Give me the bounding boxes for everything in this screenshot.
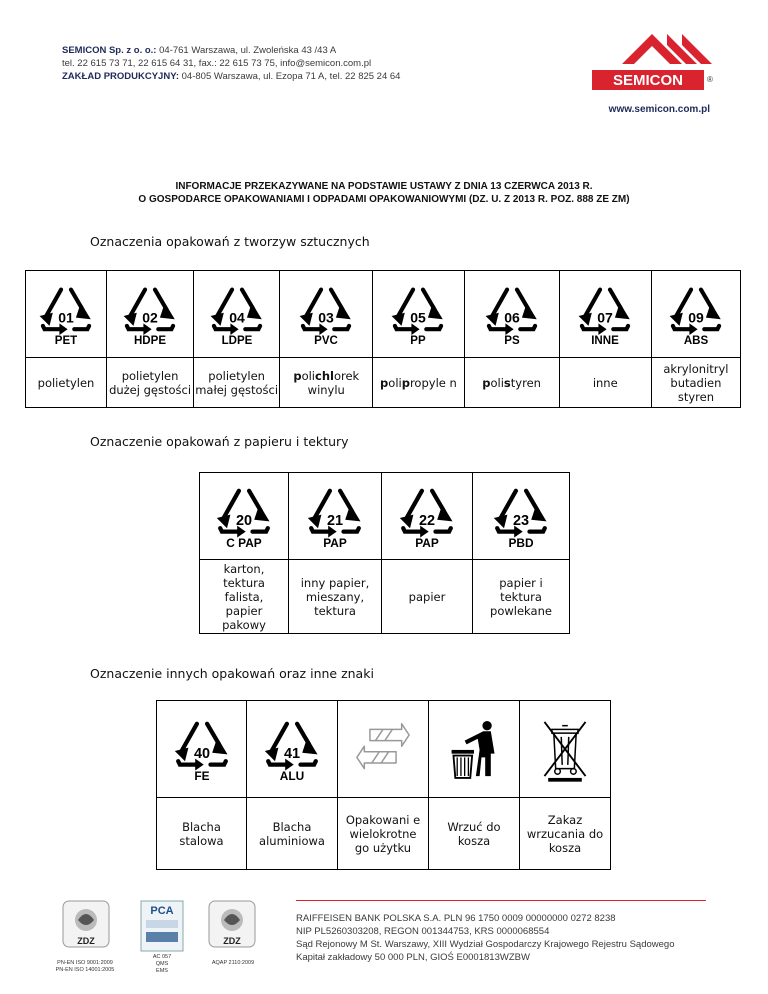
company-footer [296, 912, 675, 964]
paper-name-cell: papier i tektura powlekane [473, 560, 570, 634]
cert-qms: QMS [155, 961, 169, 967]
plastic-symbol-cell [280, 271, 373, 358]
title-line-2: O GOSPODARCE OPAKOWANIAMI I ODPADAMI OPAKOWANIOWYMI (DZ. U. Z 2013 R. POZ. 888 ZE ZM) [138, 194, 630, 205]
plant-name: ZAKŁAD PRODUKCYJNY: [62, 71, 179, 82]
footer-rule [296, 900, 706, 901]
recycle-triangle-icon [168, 717, 236, 782]
paper-name-row [200, 560, 570, 634]
other-name-cell: Blacha stalowa [157, 798, 247, 870]
resin-code: 06 [503, 309, 520, 326]
crossed-bin-icon [537, 716, 593, 782]
resin-code: 07 [597, 309, 614, 326]
material-abbr: ALU [279, 768, 305, 782]
plastic-name-part: inne [592, 375, 618, 390]
paper-name-cell: karton, tektura falista, papier pakowy [200, 560, 289, 634]
plastic-name-cell [26, 358, 107, 408]
footer-bank: RAIFFEISEN BANK POLSKA S.A. PLN 96 1750 0009 00000000 0272 8238 [296, 913, 616, 924]
plastic-symbol-cell [373, 271, 464, 358]
plastic-symbol-cell [194, 271, 280, 358]
plastic-name-part: s [503, 375, 511, 390]
company-url: www.semicon.com.pl [608, 104, 710, 115]
other-name-cell: Zakaz wrzucania do kosza [520, 798, 611, 870]
plastic-name-cell [107, 358, 194, 408]
material-abbr: PBD [508, 535, 534, 549]
plastic-name-part: p [293, 368, 302, 383]
recycle-triangle-icon [293, 283, 359, 346]
plastic-name-part: oli [388, 375, 402, 390]
other-name-row [157, 798, 611, 870]
recycle-triangle-icon [572, 283, 638, 346]
other-symbol-cell [338, 701, 429, 798]
cert-aqap-text: AQAP 2110:2009 [211, 960, 255, 966]
material-abbr: ABS [683, 334, 709, 346]
recycle-triangle-icon [301, 484, 369, 549]
material-abbr: PP [410, 334, 427, 346]
recycle-triangle-icon [258, 717, 326, 782]
resin-code: 01 [58, 309, 74, 326]
cert-iso-14001: PN-EN ISO 14001:2005 [55, 967, 115, 973]
plastic-name-cell [559, 358, 651, 408]
material-abbr: PET [54, 334, 78, 346]
cert-ems: EMS [156, 968, 168, 974]
recycle-triangle-icon [204, 283, 270, 346]
plant-address: 04-805 Warszawa, ul. Ezopa 71 A, tel. 22 825 24 64 [181, 71, 401, 82]
plastic-symbol-cell [651, 271, 740, 358]
plastics-symbol-row [26, 271, 741, 358]
plastic-symbol-cell [26, 271, 107, 358]
tidy-man-bin-icon [446, 716, 502, 782]
plastic-name-cell [464, 358, 559, 408]
plastic-symbol-cell [107, 271, 194, 358]
company-address: 04-761 Warszawa, ul. Zwoleńska 43 /43 A [159, 45, 337, 56]
plastic-name-part: p [380, 375, 389, 390]
resin-code: 09 [688, 309, 704, 326]
cert-iso-text [50, 960, 120, 974]
paper-table [199, 472, 570, 634]
pca-certificate-logo [140, 900, 184, 952]
plastics-name-row [26, 358, 741, 408]
zdz-mark-2: ZDZ [223, 936, 241, 946]
zdz-certificate-logo [62, 900, 110, 958]
other-signs-table [156, 700, 611, 870]
other-symbol-cell [520, 701, 611, 798]
recycle-triangle-icon [385, 283, 451, 346]
material-abbr: FE [193, 768, 210, 782]
recycle-triangle-icon [210, 484, 278, 549]
section-other-heading: Oznaczenie innych opakowań oraz inne znaki [90, 666, 374, 681]
resin-code: 20 [235, 512, 253, 529]
plastic-name-part: chl [315, 368, 334, 383]
resin-code: 23 [512, 512, 530, 529]
plastic-name-cell [194, 358, 280, 408]
document-title [60, 180, 708, 206]
cert-iso-9001: PN-EN ISO 9001:2009 [57, 960, 113, 966]
plastic-name-part: ropyle n [409, 375, 457, 390]
pca-mark: PCA [150, 905, 174, 917]
resin-code: 21 [326, 512, 344, 529]
company-contact: tel. 22 615 73 71, 22 615 64 31, fax.: 22 615 73 75, info@semicon.com.pl [62, 58, 372, 69]
company-name: SEMICON Sp. z o. o.: [62, 45, 157, 56]
cert-ac: AC 057 [152, 954, 172, 960]
resin-code: 03 [318, 309, 335, 326]
material-abbr: PVC [314, 334, 339, 346]
reusable-arrows-icon [355, 716, 411, 782]
plastic-name-part: polietylen małej gęstości [195, 368, 279, 397]
section-plastics-heading: Oznaczenia opakowań z tworzyw sztucznych [90, 234, 370, 249]
paper-symbol-cell [473, 473, 570, 560]
footer-court: Sąd Rejonowy M St. Warszawy, XIII Wydział Gospodarczy Krajowego Rejestru Sądowego [296, 939, 675, 950]
resin-code: 22 [418, 512, 436, 529]
material-abbr: INNE [591, 334, 620, 346]
paper-symbol-cell [200, 473, 289, 560]
plastic-name-part: oli [490, 375, 504, 390]
plastic-name-part: akrylonitryl butadien styren [663, 361, 729, 404]
recycle-triangle-icon [663, 283, 729, 346]
recycle-triangle-icon [487, 484, 555, 549]
material-abbr: PS [503, 334, 520, 346]
plastic-name-part: polietylen [37, 375, 95, 390]
plastic-name-cell [373, 358, 464, 408]
other-symbol-cell [247, 701, 338, 798]
resin-code: 04 [228, 309, 245, 326]
paper-name-cell: inny papier, mieszany, tektura [289, 560, 382, 634]
zdz-aqap-logo [208, 900, 256, 958]
material-abbr: PAP [415, 535, 439, 549]
paper-symbol-cell [289, 473, 382, 560]
material-abbr: LDPE [221, 334, 253, 346]
material-abbr: C PAP [226, 535, 262, 549]
resin-code: 40 [193, 745, 210, 762]
other-symbol-cell [157, 701, 247, 798]
other-name-cell: Blacha aluminiowa [247, 798, 338, 870]
paper-symbol-row [200, 473, 570, 560]
recycle-triangle-icon [117, 283, 183, 346]
other-name-cell: Wrzuć do kosza [429, 798, 520, 870]
plastic-symbol-cell [559, 271, 651, 358]
plastic-name-part: p [401, 375, 410, 390]
plastic-symbol-cell [464, 271, 559, 358]
resin-code: 05 [410, 309, 427, 326]
plastics-table [25, 270, 741, 408]
cert-pca-text [142, 954, 182, 975]
plastic-name-part: orek winylu [307, 368, 360, 397]
material-abbr: PAP [323, 535, 347, 549]
resin-code: 41 [283, 745, 301, 762]
title-line-1: INFORMACJE PRZEKAZYWANE NA PODSTAWIE USTAWY Z DNIA 13 CZERWCA 2013 R. [175, 181, 593, 192]
recycle-triangle-icon [479, 283, 545, 346]
recycle-triangle-icon [33, 283, 99, 346]
paper-symbol-cell [382, 473, 473, 560]
other-symbol-cell [429, 701, 520, 798]
plastic-name-cell [651, 358, 740, 408]
logo-brand: SEMICON [612, 72, 684, 89]
footer-capital: Kapitał zakładowy 50 000 PLN, GIOŚ E0001813WZBW [296, 952, 530, 963]
plastic-name-part: p [482, 375, 491, 390]
paper-name-cell: papier [382, 560, 473, 634]
material-abbr: HDPE [134, 334, 167, 346]
recycle-triangle-icon [393, 484, 461, 549]
plastic-name-cell [280, 358, 373, 408]
plastic-name-part: tyren [510, 375, 541, 390]
section-paper-heading: Oznaczenie opakowań z papieru i tektury [90, 434, 349, 449]
footer-ids: NIP PL5260303208, REGON 001344753, KRS 0000068554 [296, 926, 550, 937]
company-header [62, 44, 400, 83]
plastic-name-part: polietylen dużej gęstości [109, 368, 192, 397]
other-name-cell: Opakowani e wielokrotne go użytku [338, 798, 429, 870]
plastic-name-part: oli [301, 368, 315, 383]
resin-code: 02 [142, 309, 158, 326]
logo-reg: ® [707, 75, 713, 84]
zdz-mark-1: ZDZ [77, 936, 95, 946]
other-symbol-row [157, 701, 611, 798]
